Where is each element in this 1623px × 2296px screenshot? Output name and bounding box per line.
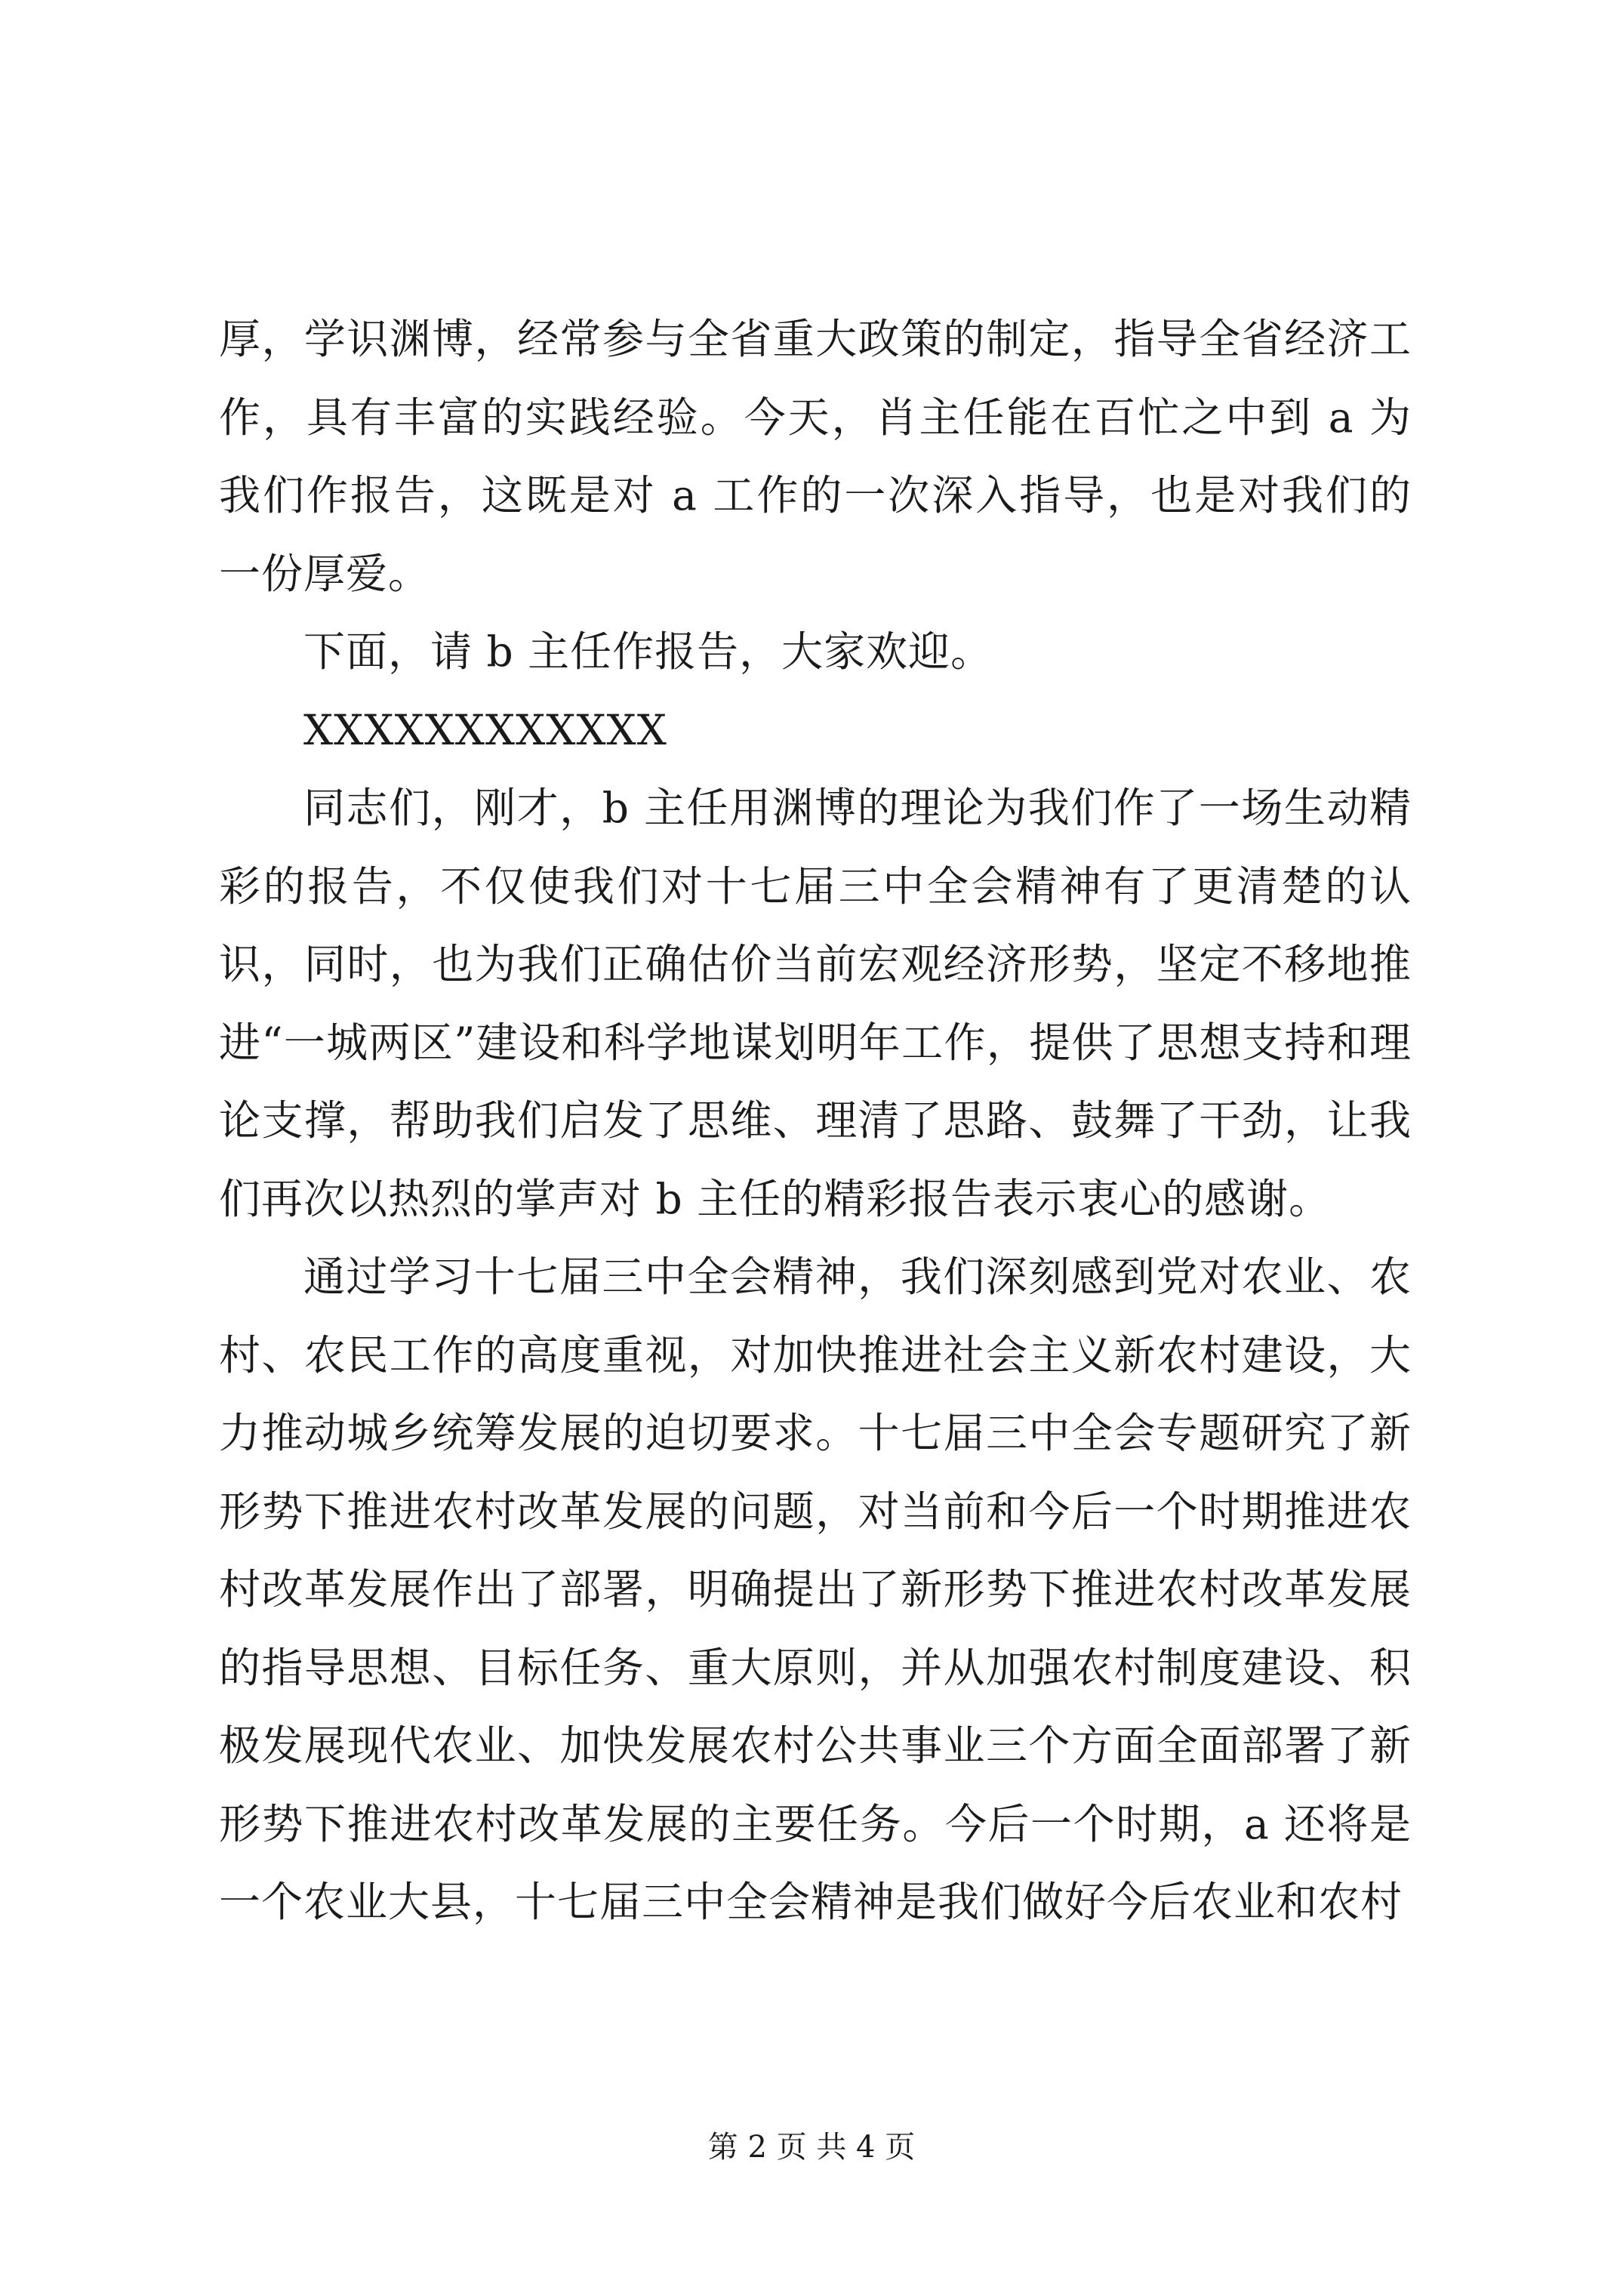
- document-body: [219, 300, 1412, 1942]
- paragraph-5: 通过学习十七届三中全会精神，我们深刻感到党对农业、农村、农民工作的高度重视，对加快推进社会主义新农村建设，大力推动城乡统筹发展的迫切要求。十七届三中全会专题研究了新形势下推进农村改革发展的问题，对当前和今后一个时期推进农村改革发展作出了部署，明确提出了新形势下推进农村改革发展的指导思想、目标任务、重大原则，并从加强农村制度建设、积极发展现代农业、加快发展农村公共事业三个方面全面部署了新形势下推进农村改革发展的主要任务。今后一个时期，a 还将是一个农业大县，十七届三中全会精神是我们做好今后农业和农村: [219, 1253, 1412, 1926]
- paragraph-4: 同志们，刚才，b 主任用渊博的理论为我们作了一场生动精彩的报告，不仅使我们对十七届三中全会精神有了更清楚的认识，同时，也为我们正确估价当前宏观经济形势，坚定不移地推进“一城两区”建设和科学地谋划明年工作，提供了思想支持和理论支撑，帮助我们启发了思维、理清了思路、鼓舞了干劲，让我们再次以热烈的掌声对 b 主任的精彩报告表示衷心的感谢。: [219, 784, 1412, 1223]
- paragraph-3: XXXXXXXXXXXX: [303, 705, 667, 754]
- page-number-footer: 第 2 页 共 4 页: [707, 2130, 916, 2165]
- paragraph-2: 下面，请 b 主任作报告，大家欢迎。: [303, 627, 993, 676]
- paragraph-1: 厚，学识渊博，经常参与全省重大政策的制定，指导全省经济工作，具有丰富的实践经验。今天，肖主任能在百忙之中到 a 为我们作报告，这既是对 a 工作的一次深入指导，也是对我们的一份厚爱。: [219, 315, 1412, 598]
